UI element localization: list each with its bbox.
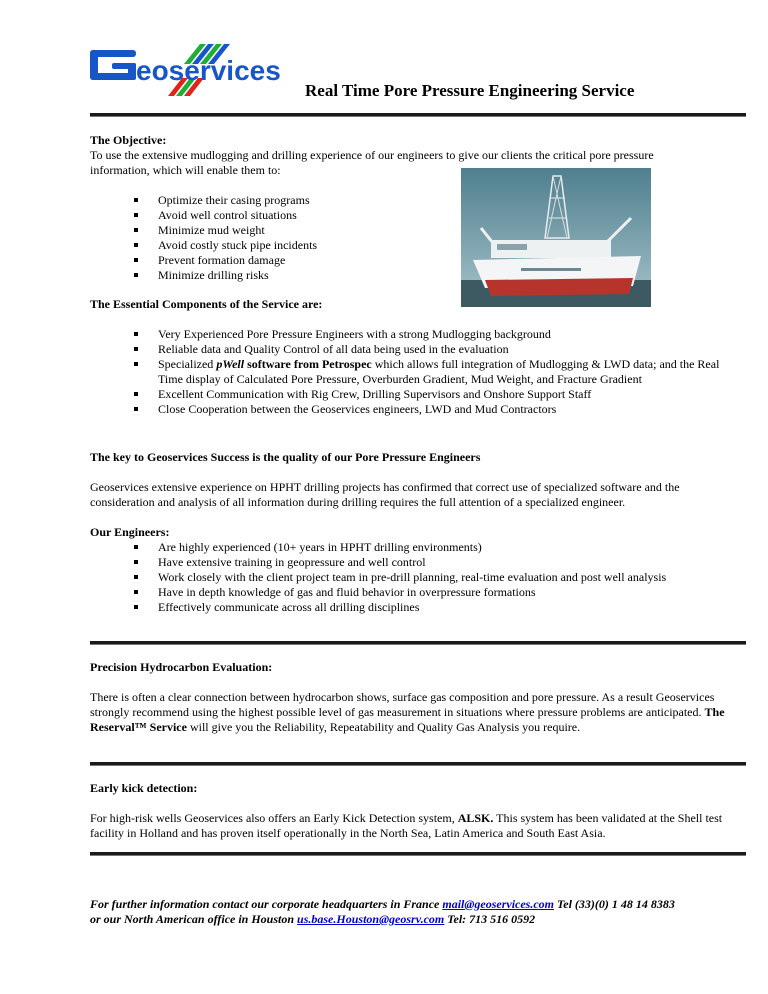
france-email-link[interactable]: mail@geoservices.com (442, 897, 555, 911)
reserval-service: The Reserval™ Service (90, 705, 725, 734)
pwell-name: pWell (216, 357, 245, 371)
list-item: Minimize mud weight (90, 223, 735, 238)
alsk: ALSK. (457, 811, 494, 825)
list-item: Prevent formation damage (90, 253, 735, 268)
engineers-heading: Our Engineers: (90, 525, 170, 539)
list-item: Very Experienced Pore Pressure Engineers with a strong Mudlogging background (90, 327, 730, 342)
list-item: Optimize their casing programs (90, 193, 735, 208)
footer-line2-pre: or our North American office in Houston (90, 912, 298, 926)
logo-g-icon (90, 50, 136, 80)
list-item: Work closely with the client project team in pre-drill planning, real-time evaluation and post well analysis (90, 570, 735, 585)
kick-post: This system has been validated at the Shell test facility in Holland and has proven itself operationally in the North Sea, Latin America and South East Asia. (90, 811, 723, 840)
list-item (90, 357, 730, 387)
list-item: Have extensive training in geopressure and well control (90, 555, 735, 570)
drillship-photo (461, 168, 651, 307)
objective-intro: To use the extensive mudlogging and drilling experience of our engineers to give our clients the critical pore pressure information, which will enable them to: (90, 148, 654, 177)
components-list (90, 327, 730, 417)
footer-line2-post: Tel: 713 516 0592 (444, 912, 536, 926)
list-item: Reliable data and Quality Control of all data being used in the evaluation (90, 342, 730, 357)
divider (90, 113, 746, 117)
precision-post: will give you the Reliability, Repeatability and Quality Gas Analysis you require. (186, 720, 581, 734)
precision-body (90, 690, 735, 735)
components-heading: The Essential Components of the Service are: (90, 297, 323, 311)
footer-contact (90, 897, 675, 927)
engineers-section (90, 525, 735, 615)
houston-email-link[interactable]: us.base.Houston@geosrv.com (297, 912, 445, 926)
footer-line-1 (90, 897, 675, 912)
kick-pre: For high-risk wells Geoservices also offers an Early Kick Detection system, (90, 811, 458, 825)
footer-line1-pre: For further information contact our corporate headquarters in France (90, 897, 443, 911)
kick-section (90, 781, 735, 841)
page-title: Real Time Pore Pressure Engineering Service (305, 81, 635, 100)
list-item: Close Cooperation between the Geoservices engineers, LWD and Mud Contractors (90, 402, 730, 417)
logo-text: eoservices (136, 55, 281, 86)
divider (90, 852, 746, 856)
list-item: Effectively communicate across all drilling disciplines (90, 600, 735, 615)
engineers-list (90, 540, 735, 615)
kick-body (90, 811, 735, 841)
divider (90, 762, 746, 766)
list-item: Avoid well control situations (90, 208, 735, 223)
pwell-pre: Specialized (158, 357, 217, 371)
precision-pre: There is often a clear connection between hydrocarbon shows, surface gas composition and pore pressure. As a result Geoservices strongly recommend using the highest possible level of gas measurement in situations where pressure problems are anticipated. (90, 690, 715, 719)
kick-heading: Early kick detection: (90, 781, 198, 795)
precision-section (90, 660, 735, 735)
objective-heading: The Objective: (90, 133, 167, 147)
list-item: Minimize drilling risks (90, 268, 735, 283)
precision-heading: Precision Hydrocarbon Evaluation: (90, 660, 273, 674)
footer-line1-post: Tel (33)(0) 1 48 14 8383 (554, 897, 675, 911)
components-section (90, 297, 735, 417)
pwell-post: which allows full integration of Mudlogging & LWD data; and the Real Time display of Calculated Pore Pressure, Overburden Gradient, Mud Weight, and Fracture Gradient (158, 357, 720, 386)
key-section (90, 450, 735, 510)
geoservices-logo (90, 44, 285, 96)
list-item: Have in depth knowledge of gas and fluid behavior in overpressure formations (90, 585, 735, 600)
pwell-bold: software from Petrospec (244, 357, 372, 371)
footer-line-2 (90, 912, 675, 927)
list-item: Are highly experienced (10+ years in HPHT drilling environments) (90, 540, 735, 555)
key-body: Geoservices extensive experience on HPHT drilling projects has confirmed that correct use of specialized software and the consideration and analysis of all information during drilling requires the full attention of a specialized engineer. (90, 480, 680, 509)
list-item: Excellent Communication with Rig Crew, Drilling Supervisors and Onshore Support Staff (90, 387, 730, 402)
key-heading: The key to Geoservices Success is the quality of our Pore Pressure Engineers (90, 450, 481, 464)
list-item: Avoid costly stuck pipe incidents (90, 238, 735, 253)
divider (90, 641, 746, 645)
